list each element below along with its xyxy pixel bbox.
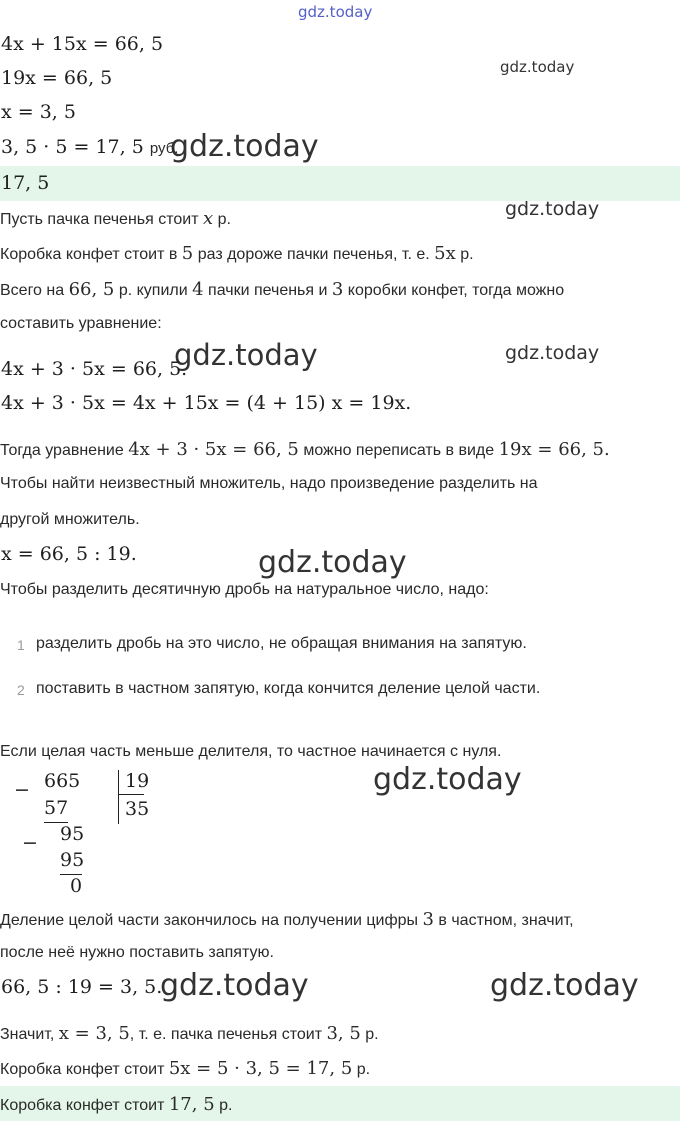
- paragraph: Деление целой части закончилось на получении цифры 3 в частном, значит,: [0, 909, 574, 930]
- paragraph: Коробка конфет стоит 5x = 5 · 3, 5 = 17, 5 р.: [0, 1058, 371, 1079]
- paragraph: составить уравнение:: [0, 315, 162, 332]
- minus-sign: −: [14, 779, 30, 801]
- step-number: 1: [17, 637, 25, 653]
- paragraph: Если целая часть меньше делителя, то частное начинается с нуля.: [0, 743, 502, 760]
- remainder: 0: [70, 875, 83, 897]
- paragraph: Пусть пачка печенья стоит x р.: [0, 208, 231, 229]
- watermark: gdz.today: [160, 968, 309, 1003]
- watermark: gdz.today: [490, 968, 639, 1003]
- step-text: разделить дробь на это число, не обращая внимания на запятую.: [36, 635, 527, 652]
- dividend: 665: [44, 770, 81, 792]
- step-text: поставить в частном запятую, когда кончится деление целой части.: [36, 680, 541, 697]
- watermark: gdz.today: [500, 58, 575, 76]
- paragraph: Коробка конфет стоит в 5 раз дороже пачки печенья, т. е. 5x р.: [0, 243, 474, 264]
- divider-line: [118, 770, 119, 824]
- paragraph: Значит, x = 3, 5, т. е. пачка печенья стоит 3, 5 р.: [0, 1023, 379, 1044]
- quotient: 35: [125, 798, 150, 820]
- remainder: 95: [60, 823, 85, 845]
- watermark: gdz.today: [505, 198, 600, 220]
- equation: 4x + 3 · 5x = 66, 5.: [1, 358, 188, 380]
- underline: [118, 794, 144, 795]
- paragraph: Тогда уравнение 4x + 3 · 5x = 66, 5 можно переписать в виде 19x = 66, 5.: [0, 439, 610, 460]
- equation: 4x + 15x = 66, 5: [1, 33, 164, 55]
- divisor: 19: [125, 770, 150, 792]
- paragraph: после неё нужно поставить запятую.: [0, 944, 274, 961]
- answer-band: [0, 166, 680, 201]
- watermark: gdz.today: [298, 3, 373, 21]
- answer-value: 17, 5: [1, 172, 50, 194]
- watermark: gdz.today: [505, 342, 600, 364]
- watermark: gdz.today: [174, 338, 318, 372]
- answer-text: Коробка конфет стоит 17, 5 р.: [0, 1094, 233, 1115]
- equation: 3, 5 · 5 = 17, 5 руб.: [1, 136, 179, 158]
- paragraph: Чтобы разделить десятичную дробь на натуральное число, надо:: [0, 581, 489, 598]
- unit-label: руб.: [149, 140, 179, 157]
- subtrahend: 95: [60, 849, 85, 871]
- step-number: 2: [17, 682, 25, 698]
- minus-sign: −: [22, 832, 38, 854]
- watermark: gdz.today: [258, 545, 407, 580]
- paragraph: Всего на 66, 5 р. купили 4 пачки печенья и 3 коробки конфет, тогда можно: [0, 279, 565, 300]
- equation: 19x = 66, 5: [1, 67, 113, 89]
- paragraph: другой множитель.: [0, 511, 140, 528]
- equation: x = 66, 5 : 19.: [1, 543, 137, 565]
- watermark: gdz.today: [373, 762, 522, 797]
- equation: 4x + 3 · 5x = 4x + 15x = (4 + 15) x = 19x.: [1, 392, 412, 414]
- paragraph: Чтобы найти неизвестный множитель, надо произведение разделить на: [0, 475, 538, 492]
- equation: x = 3, 5: [1, 101, 76, 123]
- watermark: gdz.today: [170, 129, 319, 164]
- equation: 66, 5 : 19 = 3, 5.: [1, 976, 163, 998]
- subtrahend: 57: [44, 797, 69, 819]
